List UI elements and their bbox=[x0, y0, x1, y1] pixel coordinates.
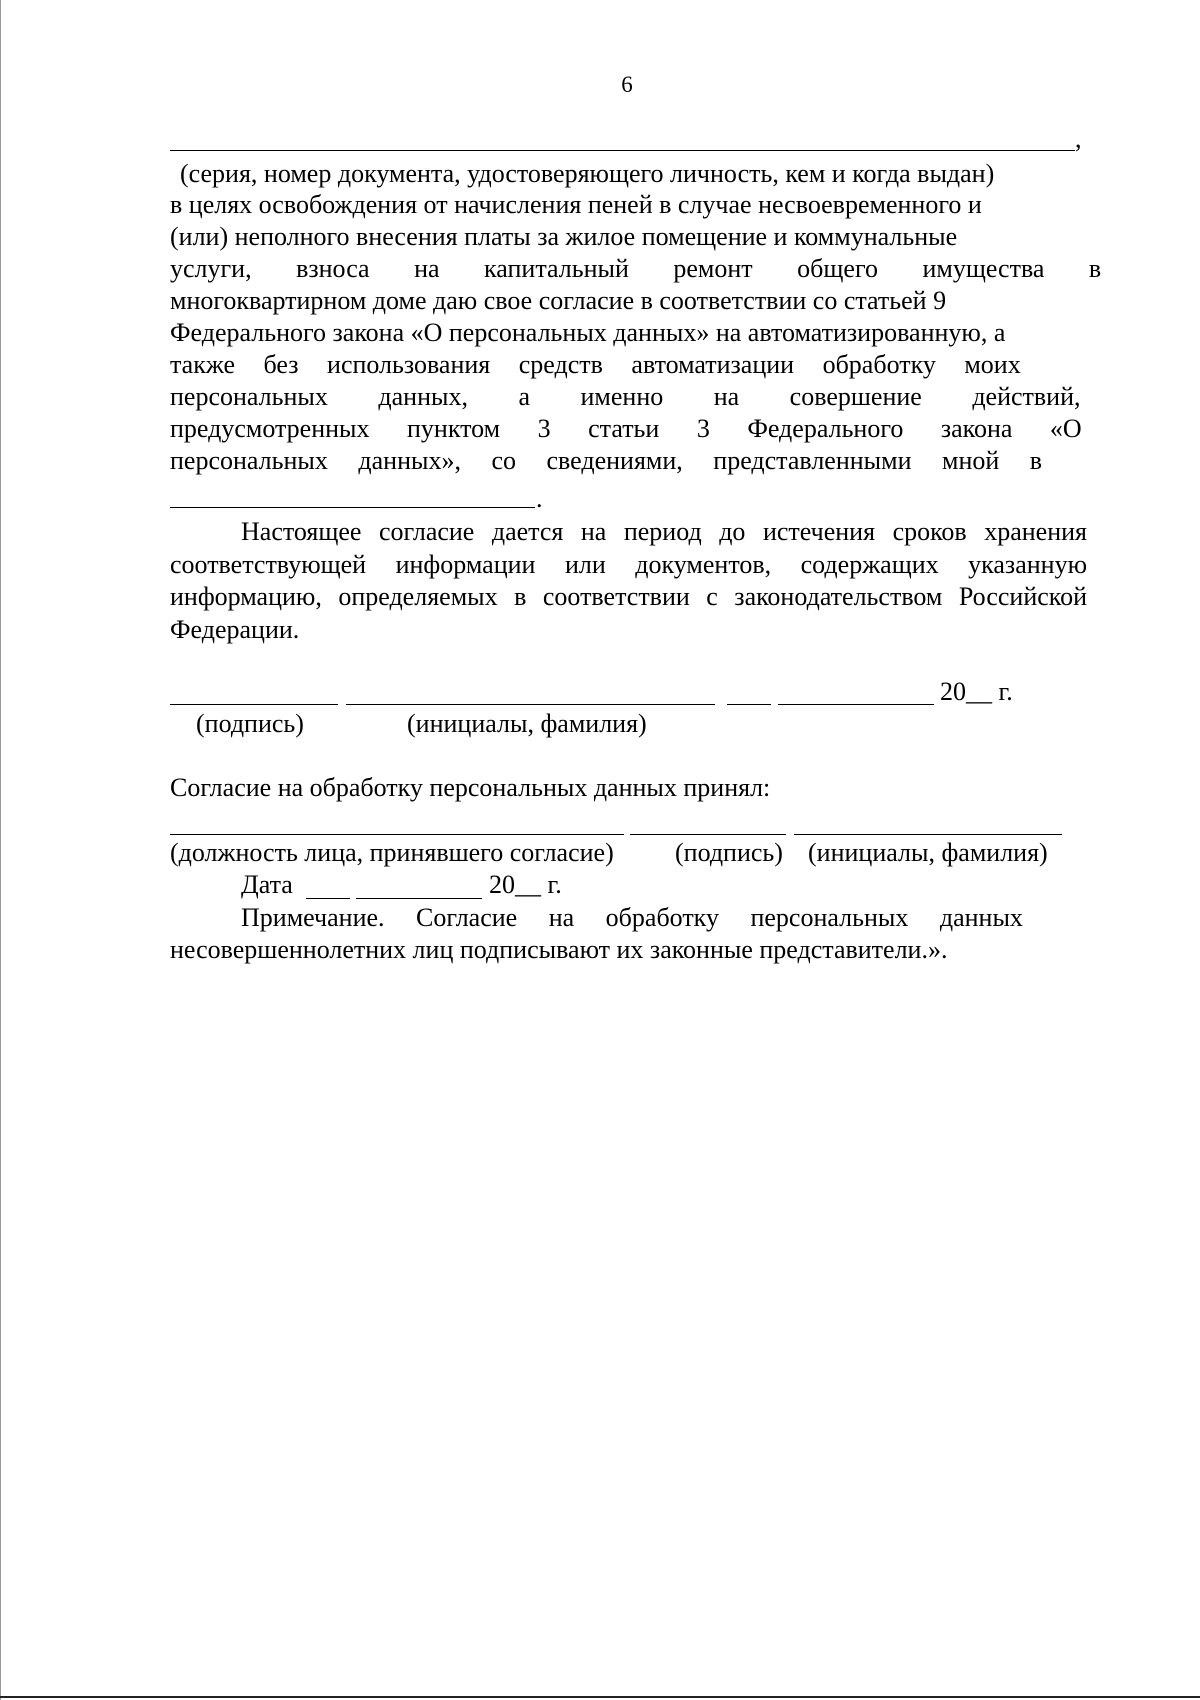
year-suffix: 20__ г. bbox=[940, 677, 1013, 706]
consent-line: (или) неполного внесения платы за жилое помещение и коммунальные bbox=[170, 222, 958, 251]
consent-line: многоквартирном доме даю свое согласие в соответствии со статьей 9 bbox=[170, 286, 947, 315]
accepted-title: Согласие на обработку персональных данных принял: bbox=[170, 773, 771, 802]
data-recipient-period: . bbox=[536, 484, 543, 513]
name-blank bbox=[346, 704, 715, 705]
accepted-signature-caption: (подпись) bbox=[675, 838, 783, 867]
accepted-name-caption: (инициалы, фамилия) bbox=[808, 838, 1048, 867]
month-blank bbox=[778, 704, 934, 705]
day-blank bbox=[727, 704, 771, 705]
consent-line: предусмотренных пунктом 3 статьи 3 Федерального закона «О bbox=[170, 414, 1082, 443]
identity-document-comma: , bbox=[1075, 124, 1082, 153]
position-caption: (должность лица, принявшего согласие) bbox=[170, 838, 614, 867]
data-recipient-blank bbox=[170, 507, 535, 508]
scan-edge-bottom bbox=[0, 1696, 1200, 1698]
accepted-signature-blank bbox=[630, 834, 786, 835]
date-year: 20__ г. bbox=[489, 870, 562, 899]
term-paragraph: Настоящее согласие дается на период до истечения сроков хранения соответствующей информации или документов, содержащих указанную информацию, определяемых в соответствии с законодательством Российской Федерации. bbox=[170, 517, 1087, 644]
accepted-name-blank bbox=[794, 834, 1062, 835]
date-day-blank bbox=[306, 898, 350, 899]
consent-line: Федерального закона «О персональных данных» на автоматизированную, а bbox=[170, 318, 1006, 347]
note-line-1: Примечание. Согласие на обработку персональных данных bbox=[241, 903, 1023, 932]
page-number: 6 bbox=[621, 72, 633, 97]
signature-blank bbox=[170, 704, 338, 705]
name-caption: (инициалы, фамилия) bbox=[407, 709, 647, 738]
note-line-2: несовершеннолетних лиц подписывают их законные представители.». bbox=[170, 935, 948, 964]
date-label: Дата bbox=[241, 870, 293, 899]
consent-line: услуги, взноса на капитальный ремонт общего имущества в bbox=[170, 254, 1102, 283]
consent-line: персональных данных», со сведениями, представленными мной в bbox=[170, 446, 1043, 475]
scan-edge-left bbox=[0, 0, 1, 1700]
signature-caption: (подпись) bbox=[196, 709, 304, 738]
consent-line: в целях освобождения от начисления пеней в случае несвоевременного и bbox=[170, 190, 982, 219]
position-blank bbox=[170, 834, 624, 835]
date-month-blank bbox=[356, 898, 482, 899]
identity-document-blank bbox=[170, 150, 1075, 151]
identity-document-caption: (серия, номер документа, удостоверяющего личность, кем и когда выдан) bbox=[180, 159, 995, 188]
consent-line: персональных данных, а именно на совершение действий, bbox=[170, 382, 1081, 411]
consent-line: также без использования средств автоматизации обработку моих bbox=[170, 350, 1021, 379]
